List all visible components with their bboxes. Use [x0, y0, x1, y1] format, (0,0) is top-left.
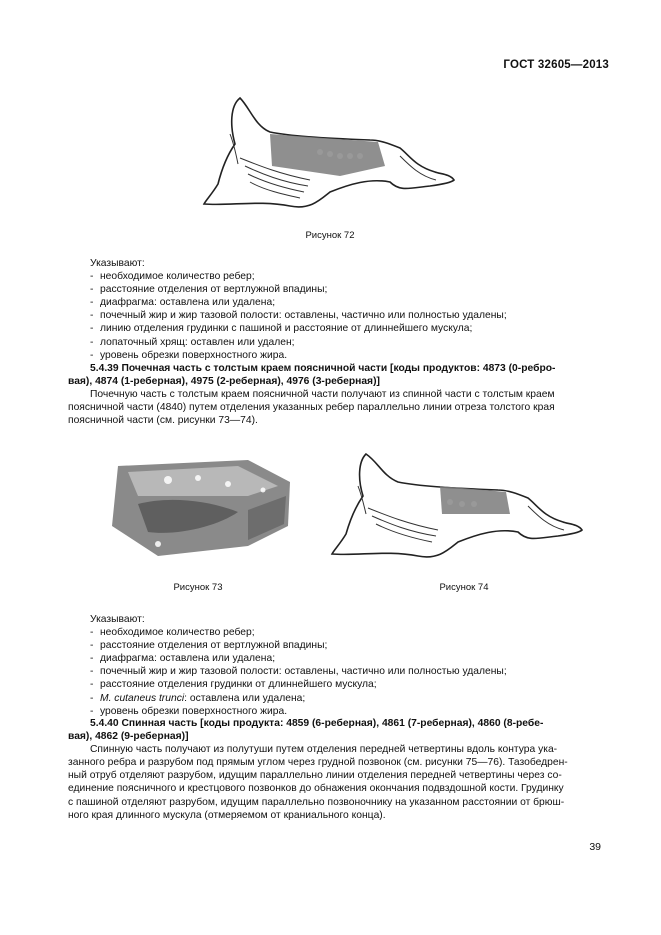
figure-72-caption: Рисунок 72: [305, 230, 355, 241]
section-5-4-39: [68, 362, 602, 427]
list-1-intro: Указывают:: [90, 258, 145, 269]
list-item: - необходимое количество ребер;: [90, 270, 602, 283]
italic-term: M. cutaneus trunci: [100, 692, 185, 704]
section-5-4-40-body-line: занного ребра и разрубом под прямым углом через грудной позвонок (см. рисунки 75—76). Тазобедрен-: [68, 757, 568, 769]
list-item: - почечный жир и жир тазовой полости: оставлены, частично или полностью удалены;: [90, 665, 602, 678]
section-5-4-40-body-line: единение поясничного и крестцового позвонков до обнажения окончания подвздошной кости. Грудинку: [68, 783, 564, 795]
section-5-4-40-body-line: Спинную часть получают из полутуши путем отделения передней четвертины вдоль контура ука-: [90, 744, 558, 756]
page-number: 39: [589, 841, 601, 853]
list-item: - диафрагма: оставлена или удалена;: [90, 296, 602, 309]
list-item: - линию отделения грудинки с пашиной и расстояние от длиннейшего мускула;: [90, 322, 602, 335]
list-2: [90, 626, 602, 718]
list-item: - расстояние отделения от вертлужной впадины;: [90, 639, 602, 652]
section-5-4-40-body-line: с пашиной отделяют разрубом, идущим параллельно позвоночнику на указанном расстоянии от брюш-: [68, 796, 565, 808]
italic-term-rest: : оставлена или удалена;: [184, 692, 306, 704]
list-item: - расстояние отделения от вертлужной впадины;: [90, 283, 602, 296]
section-5-4-39-heading-line1: 5.4.39 Почечная часть с толстым краем поясничной части [коды продуктов: 4873 (0-ребро-: [90, 363, 556, 374]
figure-74-carcass-diagram: [330, 452, 585, 568]
section-5-4-39-heading-line2: вая), 4874 (1-реберная), 4975 (2-реберная), 4976 (3-реберная)]: [68, 376, 380, 388]
section-5-4-40: [68, 717, 602, 822]
list-item: - лопаточный хрящ: оставлен или удален;: [90, 336, 602, 349]
standard-header: ГОСТ 32605—2013: [503, 59, 609, 71]
section-5-4-40-body-line: ного края длинного мускула (отмеряемом от краниального конца).: [68, 809, 386, 821]
section-5-4-40-body-line: ный отруб отделяют разрубом, идущим параллельно линии отделения передней четвертины через со-: [68, 770, 562, 782]
figure-73-caption: Рисунок 73: [173, 582, 223, 593]
section-5-4-39-body-line3: поясничной части (см. рисунки 73—74).: [68, 415, 258, 427]
list-2-block: [90, 613, 602, 718]
list-1: [90, 270, 602, 362]
section-5-4-39-body-line1: Почечную часть с толстым краем поясничной части получают из спинной части с толстым краем: [90, 389, 555, 401]
figure-72-carcass-diagram: [200, 96, 458, 224]
list-item: - диафрагма: оставлена или удалена;: [90, 652, 602, 665]
section-5-4-40-heading-line1: 5.4.40 Спинная часть [коды продукта: 4859 (6-реберная), 4861 (7-реберная), 4860 (8-ребе-: [90, 718, 544, 729]
list-item: - почечный жир и жир тазовой полости: оставлены, частично или полностью удалены;: [90, 309, 602, 322]
list-item: - уровень обрезки поверхностного жира.: [90, 705, 602, 718]
list-item-italic: [90, 692, 602, 705]
section-5-4-39-body-line2: поясничной части (4840) путем отделения указанных ребер параллельно линии отреза толстого края: [68, 402, 555, 414]
figure-73-meat-photo: [98, 456, 304, 564]
list-1-block: [90, 257, 602, 362]
list-item: - необходимое количество ребер;: [90, 626, 602, 639]
section-5-4-40-heading-line2: вая), 4862 (9-реберная)]: [68, 731, 189, 743]
list-2-intro: Указывают:: [90, 614, 145, 625]
list-item: - уровень обрезки поверхностного жира.: [90, 349, 602, 362]
figure-74-caption: Рисунок 74: [439, 582, 489, 593]
list-item: - расстояние отделения грудинки от длиннейшего мускула;: [90, 678, 602, 691]
